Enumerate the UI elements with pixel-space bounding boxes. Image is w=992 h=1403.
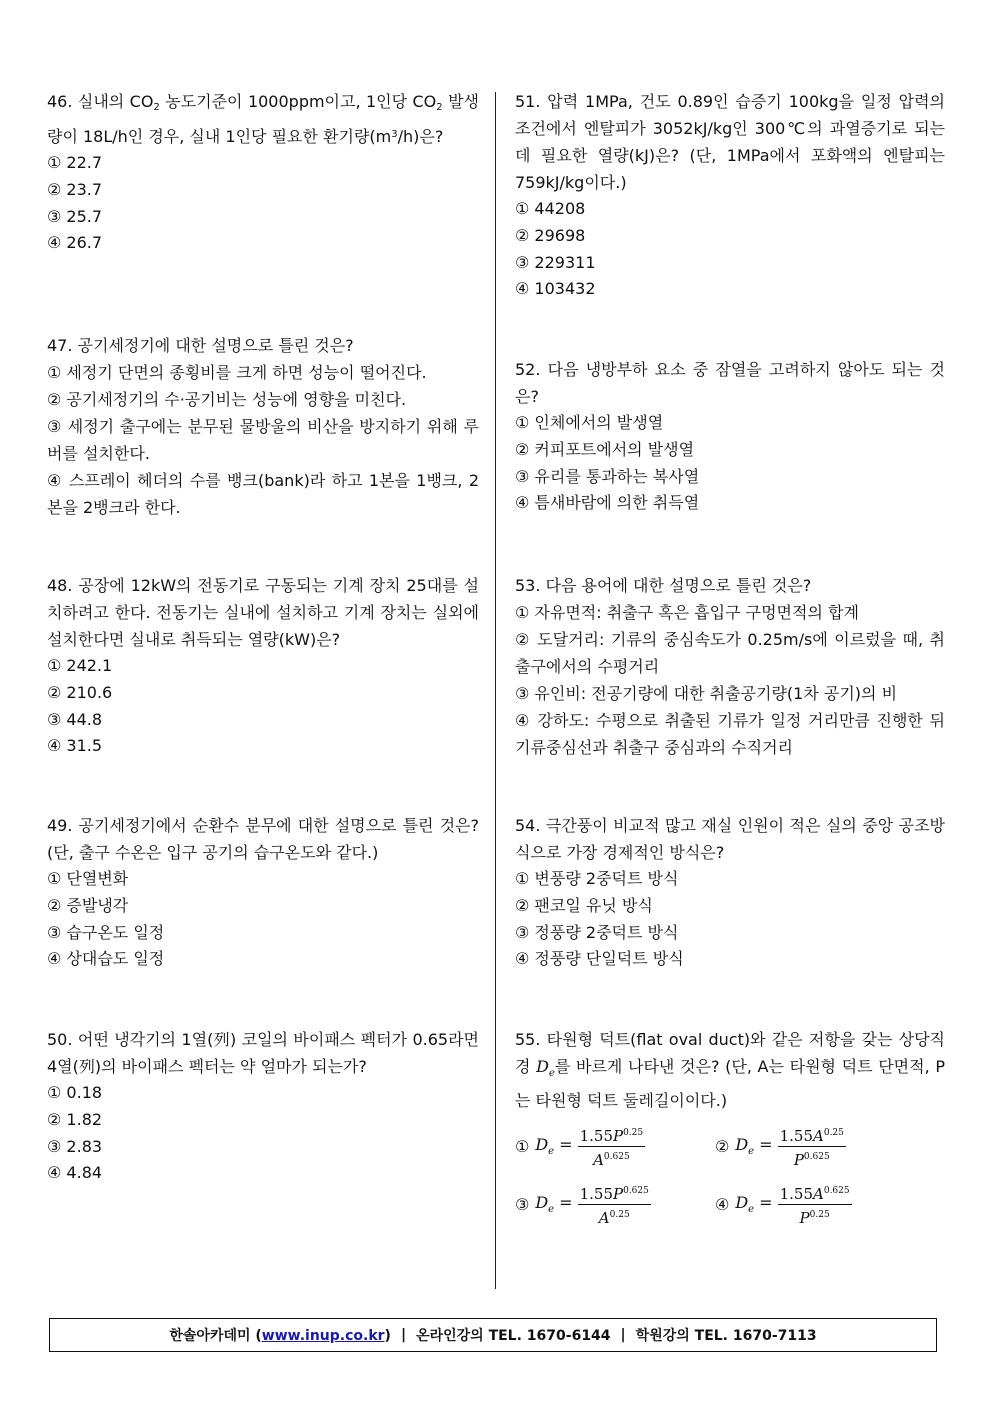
question-47 <box>47 332 479 521</box>
question-51-stem: 51. 압력 1MPa, 건도 0.89인 습증기 100kg을 일정 압력의 조건에서 엔탈피가 3052kJ/kg인 300℃의 과열증기로 되는데 필요한 열량(kJ)은? (단, 1MPa에서 포화액의 엔탈피는 759kJ/kg이다.) <box>515 92 945 192</box>
question-48-option-4: ④ 31.5 <box>47 736 103 756</box>
question-49 <box>47 812 479 973</box>
question-46-option-1: ① 22.7 <box>47 153 103 172</box>
question-47-option-4: ④ 스프레이 헤더의 수를 뱅크(bank)라 하고 1본을 1뱅크, 2본을 2뱅크라 한다. <box>47 471 479 517</box>
question-48-option-3: ③ 44.8 <box>47 709 103 729</box>
formula-row-2 <box>515 1178 945 1230</box>
question-49-option-3: ③ 습구온도 일정 <box>47 922 165 942</box>
question-54-option-4: ④ 정풍량 단일덕트 방식 <box>515 949 684 969</box>
academy-link[interactable]: www.inup.co.kr <box>261 1328 385 1344</box>
question-46-option-2: ② 23.7 <box>47 179 103 199</box>
question-55-stem: 55. 타원형 덕트(flat oval duct)와 같은 저항을 갖는 상당직경 $D_e$를 바르게 나타낸 것은? (단, A는 타원형 덕트 단면적, P는 타원형 덕트 둘레길이이다.) <box>515 1030 945 1110</box>
footer-offline-tel: 학원강의 TEL. 1670-7113 <box>635 1328 817 1344</box>
question-47-stem: 47. 공기세정기에 대한 설명으로 틀린 것은? <box>47 336 354 355</box>
question-51-option-3: ③ 229311 <box>515 252 596 272</box>
question-52-stem: 52. 다음 냉방부하 요소 중 잠열을 고려하지 않아도 되는 것은? <box>515 360 945 406</box>
question-48 <box>47 572 479 760</box>
footer-online-tel: 온라인강의 TEL. 1670-6144 <box>416 1328 611 1344</box>
formula-option-4: ④ $D_e$ = $\frac{1.55A^{0.625}}{P^{0.25}}$ <box>715 1182 915 1227</box>
question-53-stem: 53. 다음 용어에 대한 설명으로 틀린 것은? <box>515 576 812 595</box>
formula-option-1: ① $D_e$ = $\frac{1.55P^{0.25}}{A^{0.625}}$ <box>515 1124 715 1169</box>
question-50-stem: 50. 어떤 냉각기의 1열(列) 코일의 바이패스 펙터가 0.65라면 4열(列)의 바이패스 펙터는 약 얼마가 되는가? <box>47 1030 479 1076</box>
question-55 <box>515 1026 945 1230</box>
question-52-option-2: ② 커피포트에서의 발생열 <box>515 439 695 459</box>
question-52 <box>515 356 945 517</box>
footer-separator: | <box>400 1327 407 1343</box>
question-54-stem: 54. 극간풍이 비교적 많고 재실 인원이 적은 실의 중앙 공조방식으로 가장 경제적인 방식은? <box>515 816 945 862</box>
question-47-option-1: ① 세정기 단면의 종횡비를 크게 하면 성능이 떨어진다. <box>47 363 427 382</box>
question-46-option-3: ③ 25.7 <box>47 206 103 226</box>
question-53-option-3: ③ 유인비: 전공기량에 대한 취출공기량(1차 공기)의 비 <box>515 684 898 703</box>
question-46 <box>47 88 479 257</box>
question-50-option-1: ① 0.18 <box>47 1083 103 1102</box>
question-53-option-4: ④ 강하도: 수평으로 취출된 기류가 일정 거리만큼 진행한 뒤 기류중심선과 취출구 중심과의 수직거리 <box>515 711 945 757</box>
question-49-option-4: ④ 상대습도 일정 <box>47 949 165 969</box>
question-50-option-4: ④ 4.84 <box>47 1163 103 1183</box>
question-46-option-4: ④ 26.7 <box>47 233 103 253</box>
de-symbol: $D_e$ <box>536 1057 555 1079</box>
footer-bar <box>49 1318 937 1352</box>
question-49-option-1: ① 단열변화 <box>47 869 129 888</box>
question-49-option-2: ② 증발냉각 <box>47 895 129 915</box>
question-48-option-1: ① 242.1 <box>47 656 113 675</box>
question-54-option-1: ① 변풍량 2중덕트 방식 <box>515 869 679 888</box>
question-54-option-3: ③ 정풍량 2중덕트 방식 <box>515 922 679 942</box>
question-51 <box>515 88 945 303</box>
question-50-option-2: ② 1.82 <box>47 1109 103 1129</box>
question-50-option-3: ③ 2.83 <box>47 1136 103 1156</box>
question-47-option-2: ② 공기세정기의 수·공기비는 성능에 영향을 미친다. <box>47 390 407 409</box>
question-52-option-4: ④ 틈새바람에 의한 취득열 <box>515 493 700 513</box>
question-51-option-1: ① 44208 <box>515 199 586 218</box>
footer-separator: | <box>620 1327 626 1343</box>
question-53-option-2: ② 도달거리: 기류의 중심속도가 0.25m/s에 이르렀을 때, 취출구에서의 수평거리 <box>515 630 945 676</box>
question-52-option-1: ① 인체에서의 발생열 <box>515 413 664 432</box>
question-54 <box>515 812 945 973</box>
question-50 <box>47 1026 479 1187</box>
question-54-option-2: ② 팬코일 유닛 방식 <box>515 895 653 915</box>
question-51-option-4: ④ 103432 <box>515 279 596 299</box>
question-47-option-3: ③ 세정기 출구에는 분무된 물방울의 비산을 방지하기 위해 루버를 설치한다. <box>47 417 479 463</box>
formula-option-2: ② $D_e$ = $\frac{1.55A^{0.25}}{P^{0.625}}$ <box>715 1124 915 1169</box>
question-51-option-2: ② 29698 <box>515 225 586 245</box>
question-48-stem: 48. 공장에 12kW의 전동기로 구동되는 기계 장치 25대를 설치하려고 한다. 전동기는 실내에 설치하고 기계 장치는 실외에 설치한다면 실내로 취득되는 열량(kW)은? <box>47 576 479 649</box>
formula-row-1 <box>515 1120 945 1172</box>
column-divider <box>495 92 496 1289</box>
question-53 <box>515 572 945 761</box>
question-46-stem: 46. 실내의 $CO_2$ 농도기준이 1000ppm이고, 1인당 $CO_2$ 발생량이 18L/h인 경우, 실내 1인당 필요한 환기량$(m^3/h)$은? <box>47 92 479 146</box>
footer-academy: 한솔아카데미 (www.inup.co.kr) <box>169 1328 391 1344</box>
question-48-option-2: ② 210.6 <box>47 682 113 702</box>
question-49-stem: 49. 공기세정기에서 순환수 분무에 대한 설명으로 틀린 것은? (단, 출구 수온은 입구 공기의 습구온도와 같다.) <box>47 816 479 862</box>
formula-option-3: ③ $D_e$ = $\frac{1.55P^{0.625}}{A^{0.25}}$ <box>515 1182 715 1227</box>
question-53-option-1: ① 자유면적: 취출구 혹은 흡입구 구멍면적의 합계 <box>515 603 859 622</box>
question-52-option-3: ③ 유리를 통과하는 복사열 <box>515 466 700 486</box>
